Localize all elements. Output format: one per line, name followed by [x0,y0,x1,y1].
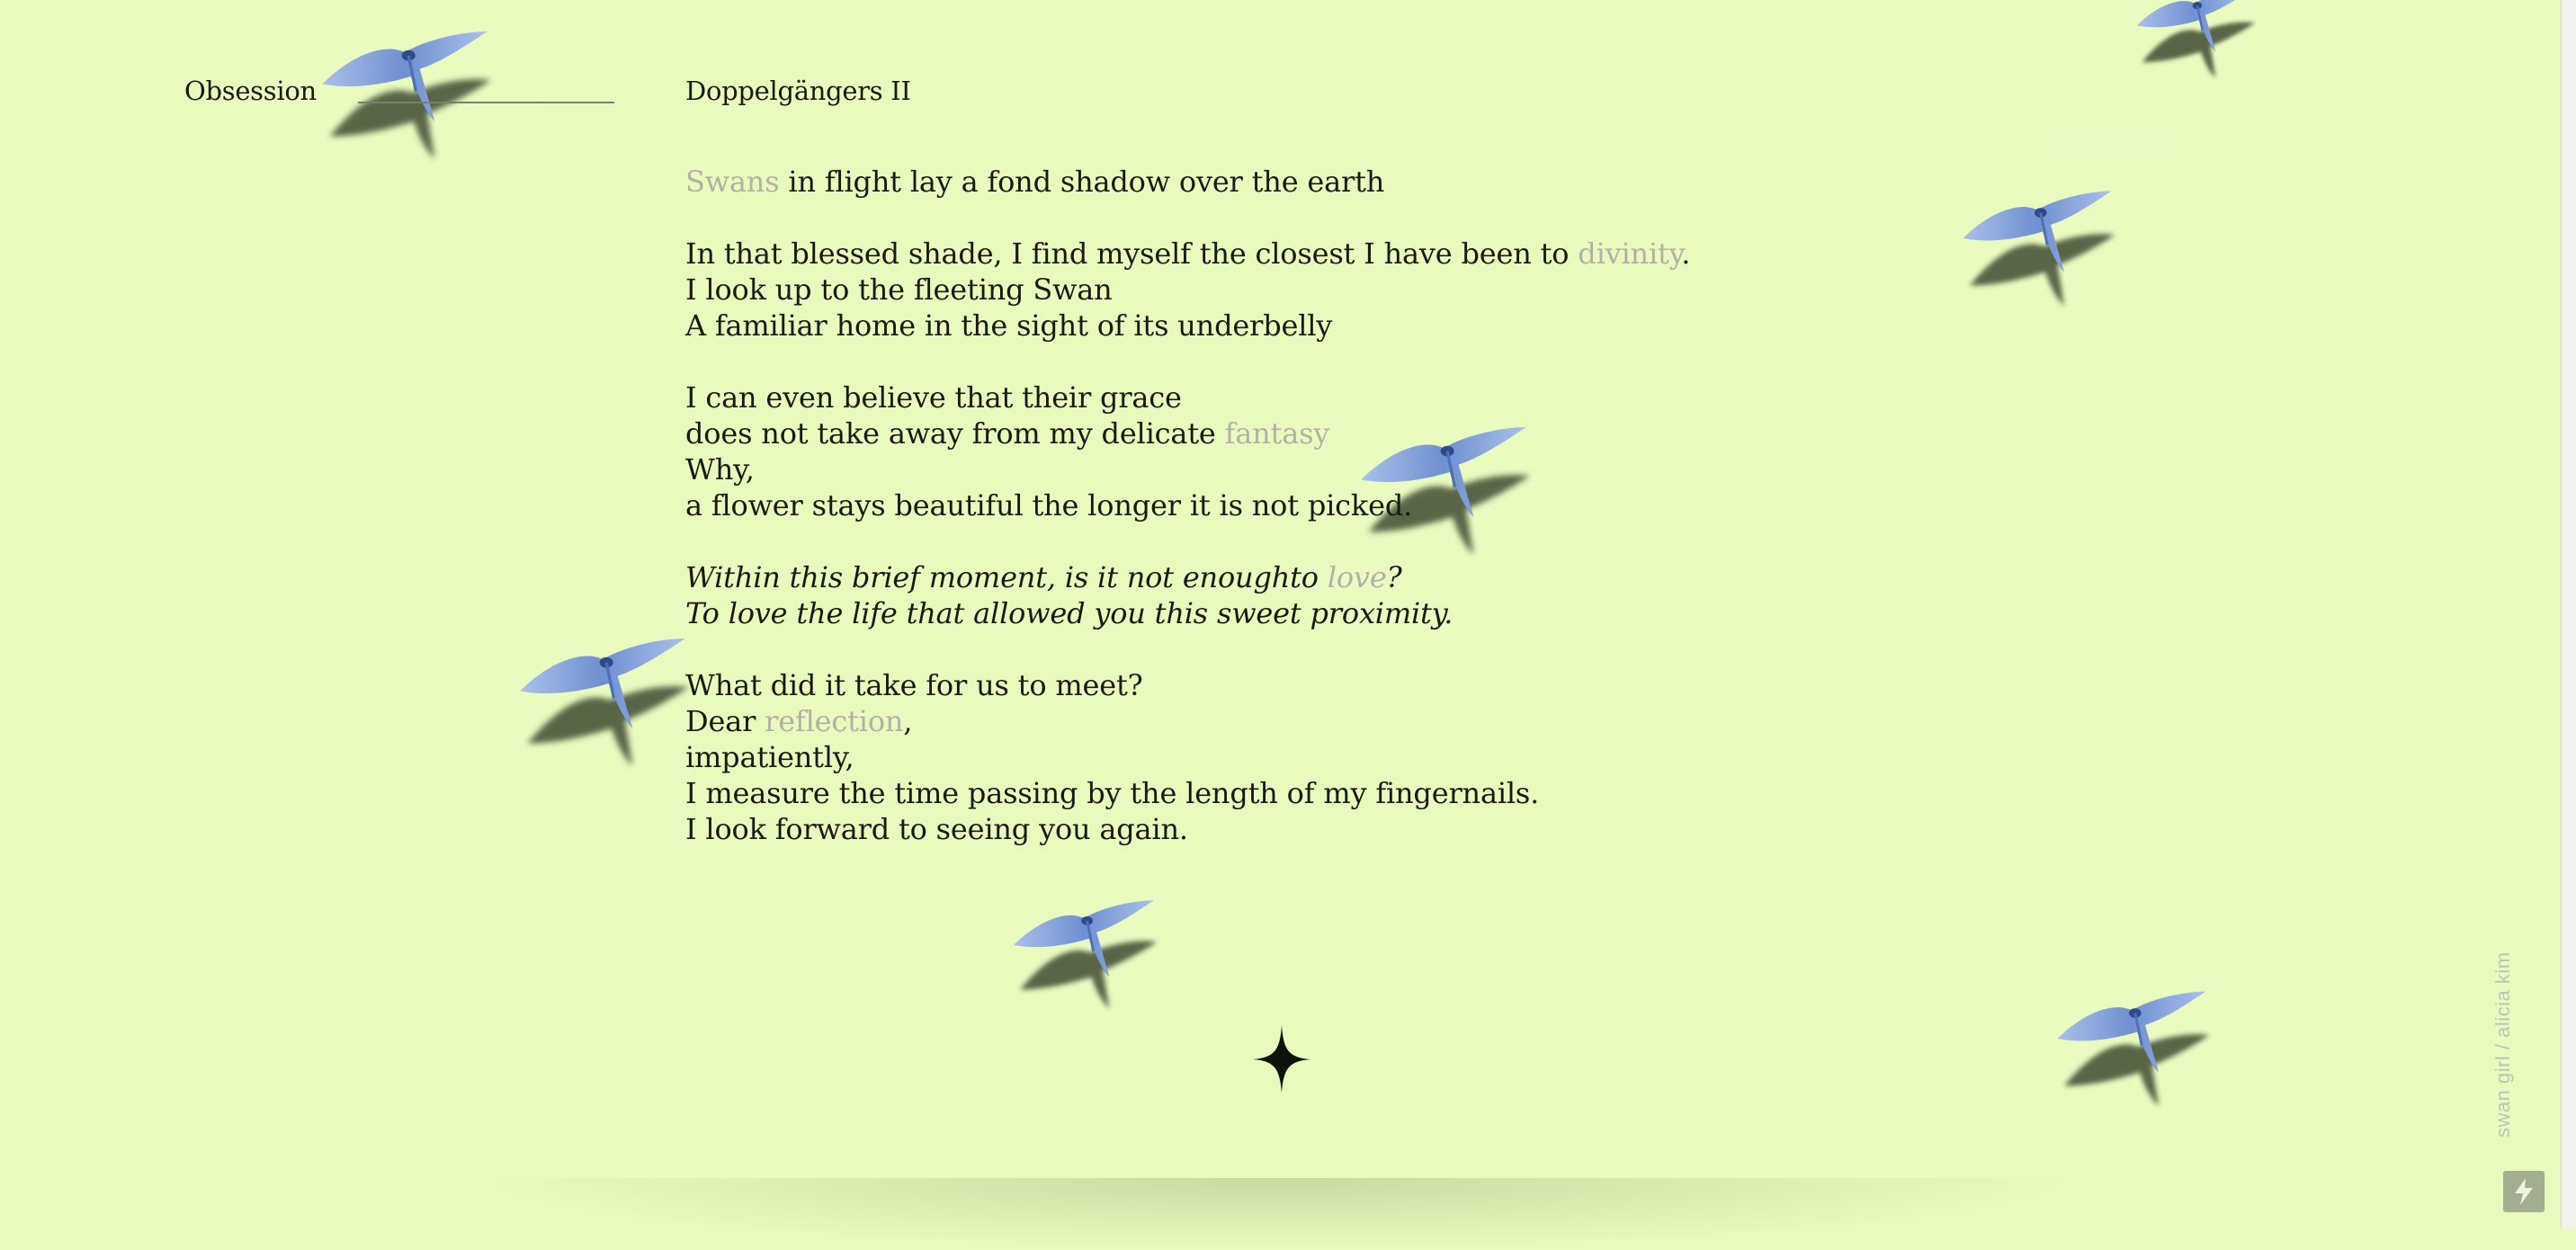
poem-line: To love the life that allowed you this sweet proximity. [685,596,1453,630]
lightning-bolt-icon [2513,1178,2535,1205]
punctuation: . [1681,237,1691,271]
stanza-break [685,344,1675,379]
poem-line-text: in flight lay a fond shadow over the earth [779,165,1385,199]
highlight-word-fantasy[interactable]: fantasy [1224,416,1330,451]
swan-image [2105,0,2285,99]
scrollbar[interactable] [2561,0,2576,1228]
highlight-word-reflection[interactable]: reflection [765,704,904,738]
poem-line-text: In that blessed shade, I find myself the closest I have been to [685,237,1579,271]
poem-line-text: does not take away from my delicate [685,416,1225,451]
swan-image [513,603,693,809]
stanza-break [685,523,1675,559]
punctuation: , [903,704,913,738]
poem-line: What did it take for us to meet? [685,668,1143,702]
highlight-word-love[interactable]: love [1327,560,1387,594]
poem-line: I look up to the fleeting Swan [685,272,1113,307]
poem-line [685,559,1675,595]
punctuation: ? [1386,560,1402,594]
swan-image [315,9,495,189]
poem-line [685,164,1675,200]
poem-line-text: Within this brief moment, is it not enoughto [685,560,1328,594]
swan-image [1943,171,2132,333]
swan-image [2033,971,2231,1133]
poem-line: Why, [685,452,755,487]
poem-title: Doppelgängers II [685,76,911,106]
poem-line [685,415,1675,451]
highlight-word-swans[interactable]: Swans [685,165,780,199]
nav-divider-line [358,102,614,103]
poem-line: A familiar home in the sight of its underbelly [685,308,1333,343]
bottom-shadow [468,1178,2087,1250]
poem-line: I measure the time passing by the length of my fingernails. [685,776,1540,810]
poem-line: I can even believe that their grace [685,380,1182,415]
stanza-break [685,200,1675,236]
poem-line [685,236,1691,272]
highlight-word-divinity[interactable]: divinity [1578,237,1682,271]
poem-line: impatiently, [685,740,854,774]
poem-body [685,164,1691,847]
swan-image [980,881,1187,1034]
poem-line: I look forward to seeing you again. [685,812,1188,846]
nav-link-obsession[interactable]: Obsession [184,76,317,106]
poem-line: a flower stays beautiful the longer it is not picked. [685,488,1413,522]
poem-line-text: Dear [685,704,765,738]
credit-text: swan girl / alicia kim [2491,951,2514,1138]
lightning-button[interactable] [2503,1171,2545,1212]
stanza-break [685,631,1675,667]
four-point-star-icon[interactable] [1253,1025,1310,1094]
poem-line [685,703,1675,739]
